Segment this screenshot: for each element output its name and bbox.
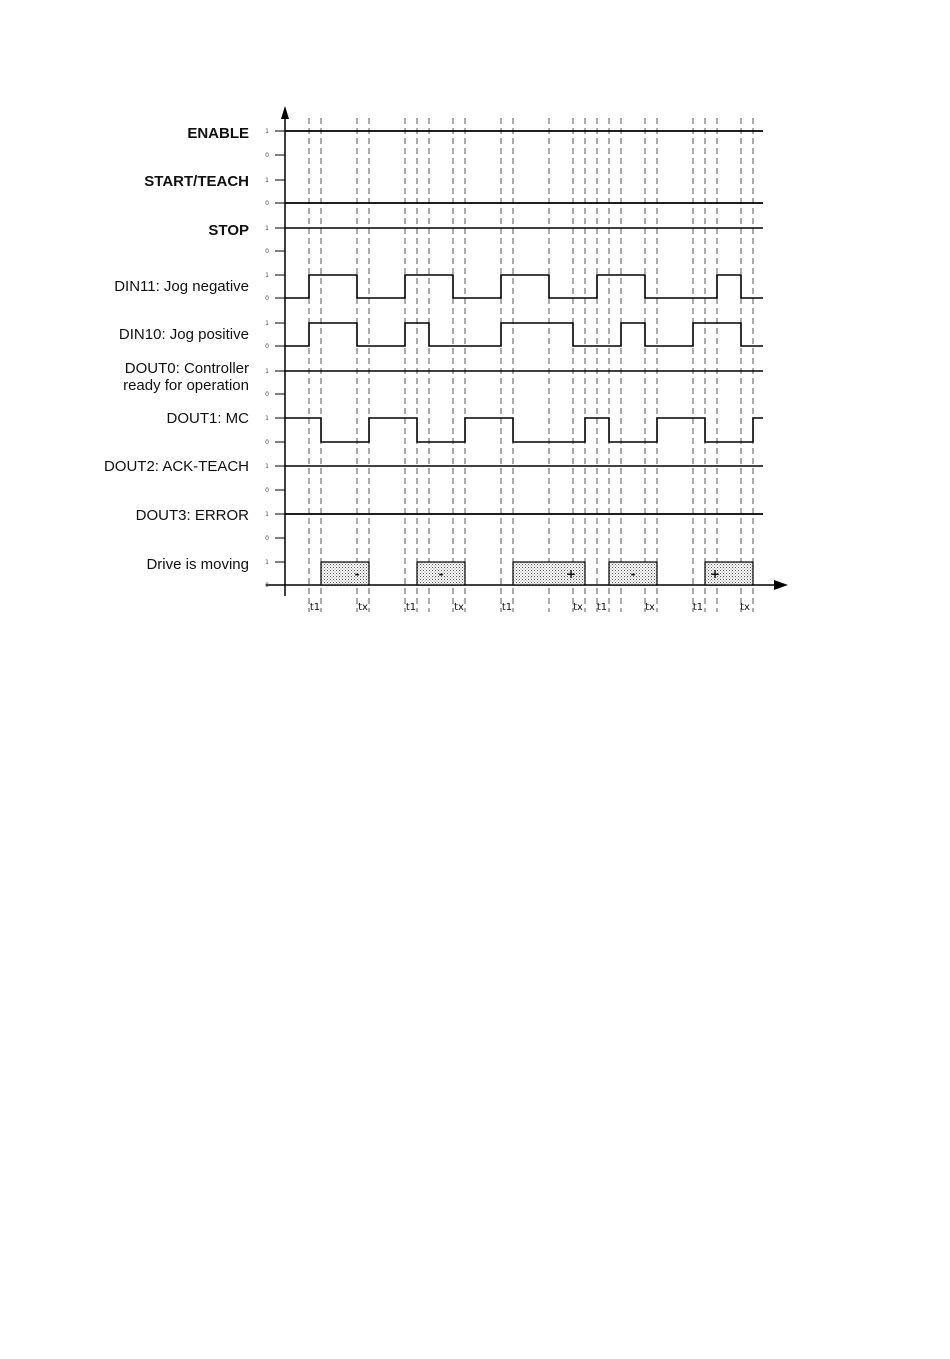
- stop-label: STOP: [208, 222, 249, 239]
- din10-trace: [285, 323, 763, 346]
- time-label-tx: tx: [740, 602, 750, 613]
- level-1-label: 1: [265, 559, 269, 566]
- direction-mark: -: [630, 567, 636, 581]
- din11-label: DIN11: Jog negative: [114, 278, 249, 295]
- dout3-label: DOUT3: ERROR: [135, 507, 249, 524]
- din10-label: DIN10: Jog positive: [118, 326, 249, 343]
- time-label-tx: tx: [573, 602, 583, 613]
- time-label-t1: t1: [405, 602, 417, 613]
- level-1-label: 1: [265, 272, 269, 279]
- level-1-label: 1: [265, 177, 269, 184]
- level-1-label: 1: [265, 511, 269, 518]
- level-1-label: 1: [265, 225, 269, 232]
- moving-block: [321, 562, 369, 585]
- time-label-t1: t1: [501, 602, 513, 613]
- level-0-label: 0: [265, 343, 269, 350]
- time-label-tx: tx: [358, 602, 368, 613]
- dout2-label: DOUT2: ACK-TEACH: [103, 458, 249, 475]
- time-label-tx: tx: [645, 602, 655, 613]
- dout0-label: DOUT0: Controller: [124, 360, 249, 377]
- din11-trace: [285, 275, 763, 298]
- level-0-label: 0: [265, 391, 269, 398]
- time-label-tx: tx: [454, 602, 464, 613]
- drive-moving-blocks: [321, 562, 753, 585]
- level-1-label: 1: [265, 320, 269, 327]
- dout0-label: ready for operation: [123, 377, 249, 394]
- drive-moving-label: Drive is moving: [146, 556, 249, 573]
- time-label-t1: t1: [596, 602, 608, 613]
- start-teach-label: START/TEACH: [144, 173, 249, 190]
- level-0-label: 0: [265, 248, 269, 255]
- level-0-label: 0: [265, 200, 269, 207]
- direction-mark: +: [709, 567, 721, 581]
- level-1-label: 1: [265, 463, 269, 470]
- level-0-label: 0: [265, 295, 269, 302]
- level-0-label: 0: [265, 439, 269, 446]
- time-label-t1: t1: [692, 602, 704, 613]
- axes: [265, 106, 788, 596]
- dout1-label: DOUT1: MC: [166, 410, 249, 427]
- signal-labels: [104, 125, 249, 573]
- level-0-label: 0: [265, 487, 269, 494]
- time-gridlines: [309, 118, 753, 612]
- level-1-label: 1: [265, 415, 269, 422]
- enable-label: ENABLE: [187, 125, 249, 142]
- level-0-label: 0: [265, 582, 269, 589]
- level-0-label: 0: [265, 535, 269, 542]
- level-0-label: 0: [265, 152, 269, 159]
- time-label-t1: t1: [309, 602, 321, 613]
- direction-mark: -: [354, 567, 360, 581]
- time-labels: [310, 602, 750, 613]
- x-axis-arrowhead: [774, 580, 788, 590]
- y-axis-arrowhead: [281, 106, 289, 119]
- direction-mark: +: [565, 567, 577, 581]
- level-1-label: 1: [265, 128, 269, 135]
- direction-mark: -: [438, 567, 444, 581]
- level-1-label: 1: [265, 368, 269, 375]
